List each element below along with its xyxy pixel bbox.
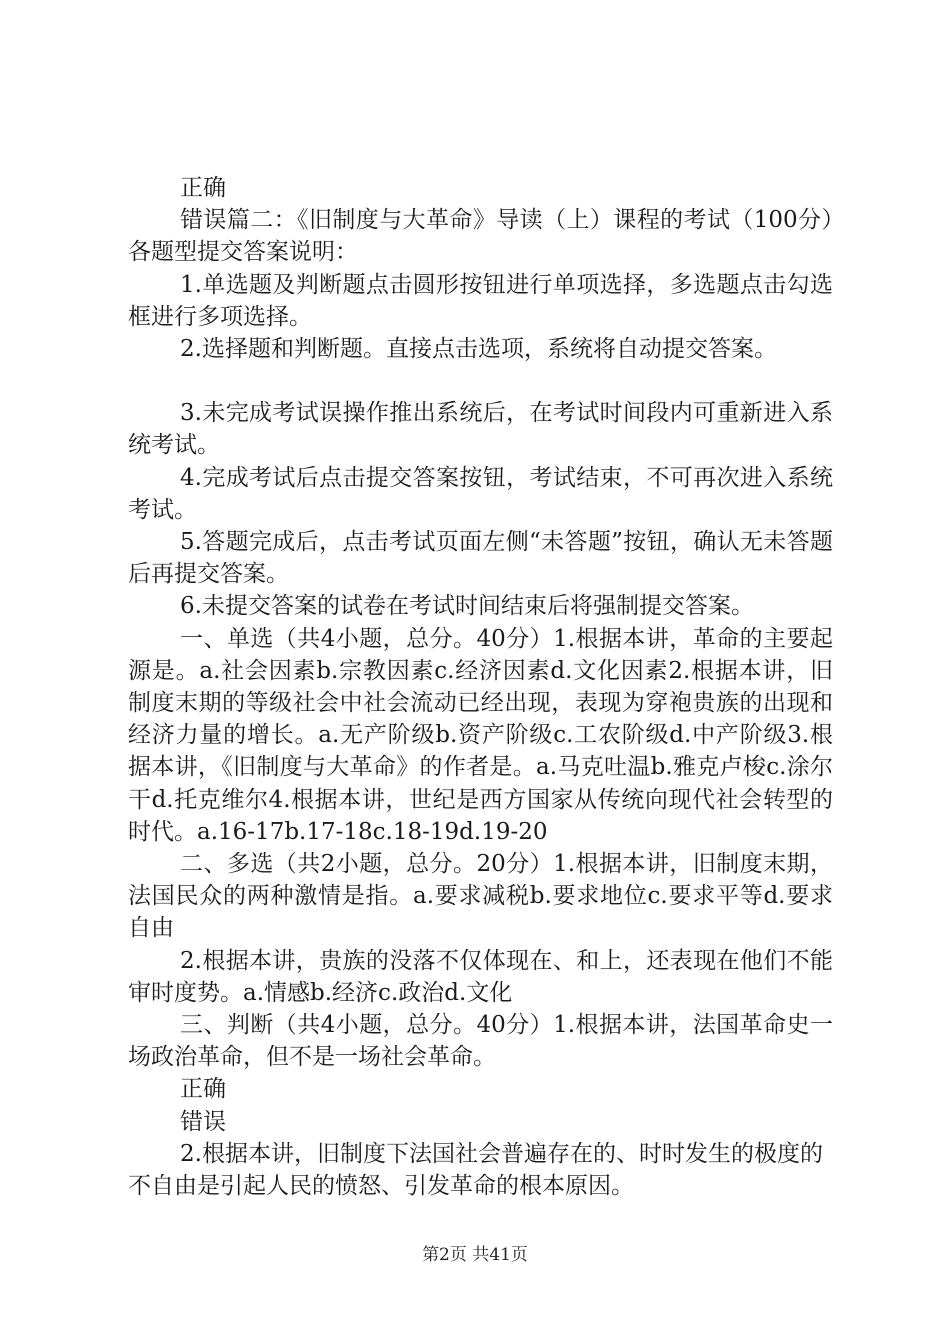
- blank-line: [128, 365, 833, 397]
- paragraph-instruction-2: 2.选择题和判断题。直接点击选项，系统将自动提交答案。: [180, 336, 777, 363]
- document-body: [128, 172, 833, 1202]
- paragraph-instruction-3: 3.未完成考试误操作推出系统后，在考试时间段内可重新进入系统考试。: [128, 400, 833, 459]
- paragraph-exam-intro: 错误篇二：《旧制度与大革命》导读（上）课程的考试（100分）各题型提交答案说明：: [128, 207, 833, 266]
- paragraph-option-correct: 正确: [180, 1076, 226, 1103]
- paragraph-instruction-5: 5.答题完成后，点击考试页面左侧“未答题”按钮，确认无未答题后再提交答案。: [128, 529, 833, 588]
- paragraph-multi-choice-q2: 2.根据本讲，贵族的没落不仅体现在、和上，还表现在他们不能审时度势。a.情感b.经济c.政治d.文化: [128, 947, 833, 1006]
- paragraph-multi-choice-section: 二、多选（共2小题，总分。20分）1.根据本讲，旧制度末期，法国民众的两种激情是指。a.要求减税b.要求地位c.要求平等d.要求自由: [128, 851, 833, 942]
- paragraph-instruction-6: 6.未提交答案的试卷在考试时间结束后将强制提交答案。: [180, 593, 754, 620]
- paragraph-instruction-1: 1.单选题及判断题点击圆形按钮进行单项选择，多选题点击勾选框进行多项选择。: [128, 271, 833, 330]
- paragraph-instruction-4: 4.完成考试后点击提交答案按钮，考试结束，不可再次进入系统考试。: [128, 464, 833, 523]
- page-number-footer: 第2页 共41页: [422, 1245, 528, 1265]
- paragraph-judgement-section: 三、判断（共4小题，总分。40分）1.根据本讲，法国革命史一场政治革命，但不是一场社会革命。: [128, 1012, 833, 1071]
- paragraph-judgement-q2: 2.根据本讲，旧制度下法国社会普遍存在的、时时发生的极度的不自由是引起人民的愤怒、引发革命的根本原因。: [128, 1140, 823, 1200]
- paragraph-answer-correct: 正确: [180, 175, 226, 201]
- paragraph-single-choice-section: 一、单选（共4小题，总分。40分）1.根据本讲，革命的主要起源是。a.社会因素b.宗教因素c.经济因素d.文化因素2.根据本讲，旧制度末期的等级社会中社会流动已经出现，表现为穿袍贵族的出现和经济力量的增长。a.无产阶级b.资产阶级c.工农阶级d.中产阶级3.根据本讲，《旧制度与大革命》的作者是。a.马克吐温b.雅克卢梭c.涂尔干d.托克维尔4.根据本讲，世纪是西方国家从传统向现代社会转型的时代。a.16-17b.17-18c.18-19d.19-20: [128, 625, 833, 845]
- paragraph-option-wrong: 错误: [180, 1108, 226, 1135]
